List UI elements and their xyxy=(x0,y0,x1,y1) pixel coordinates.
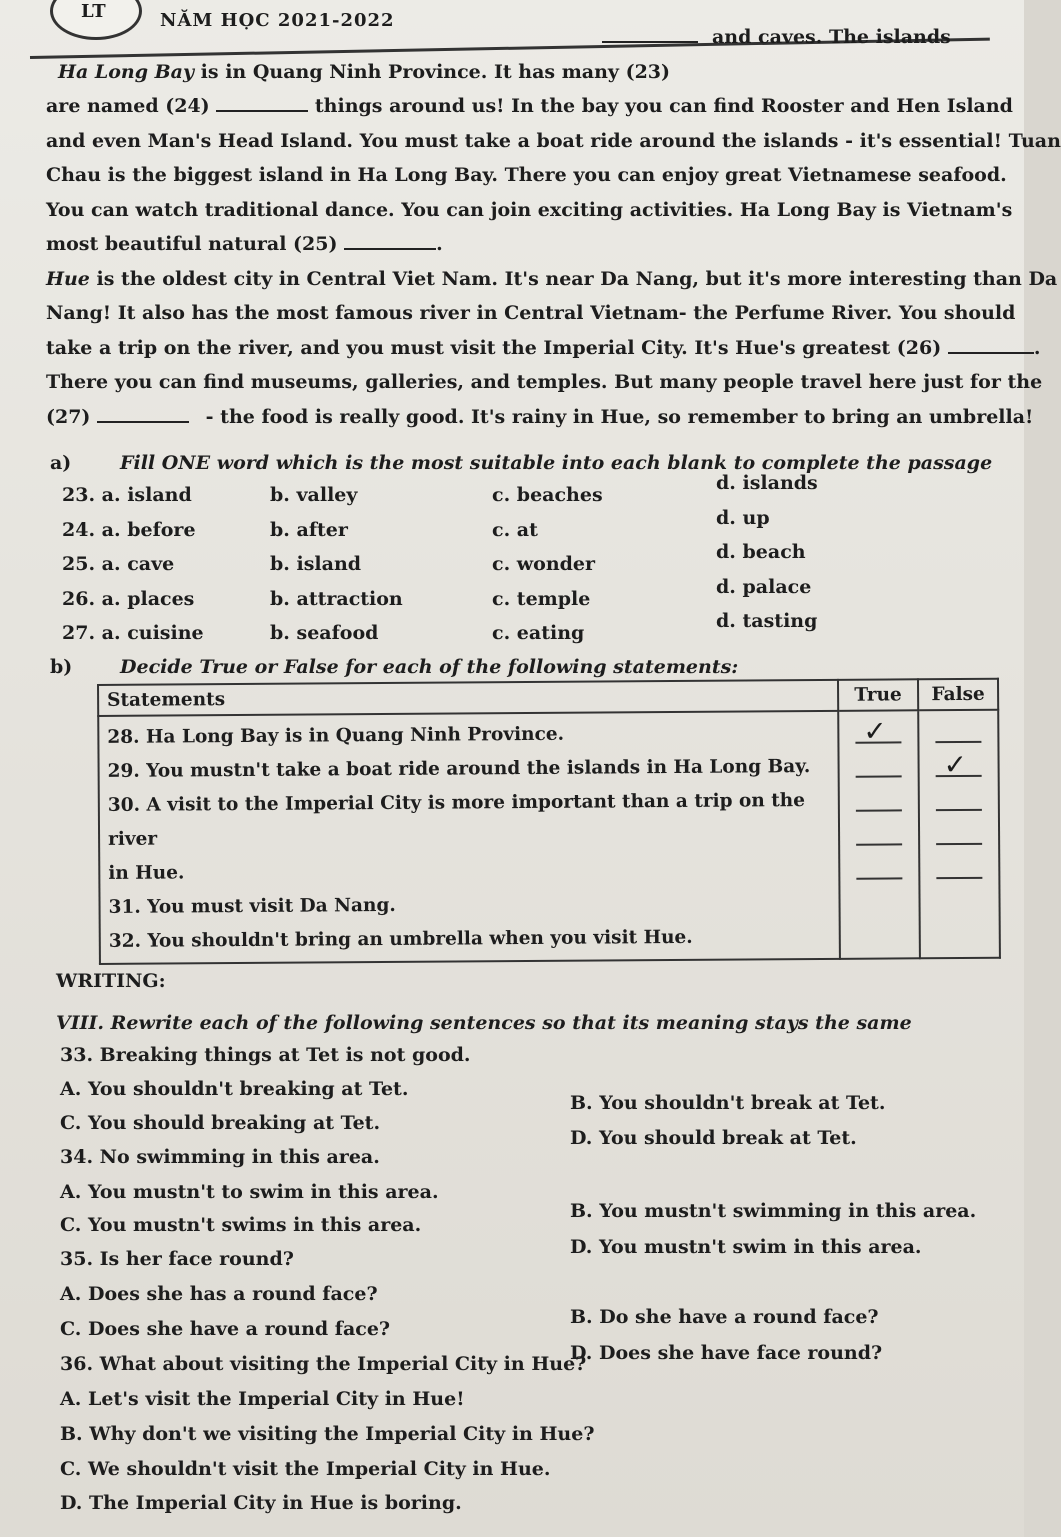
question-35-option-c[interactable]: C. Does she have a round face? xyxy=(60,1318,391,1340)
passage-text: and caves. The islands xyxy=(712,26,951,48)
blank-26 xyxy=(948,352,1034,354)
question-35-option-a[interactable]: A. Does she has a round face? xyxy=(60,1283,378,1305)
answer-line-29-true[interactable] xyxy=(847,749,909,783)
statement-29: 29. You mustn't take a boat ride around the islands in Ha Long Bay. xyxy=(107,756,811,782)
checkmark-icon: ✓ xyxy=(863,714,887,748)
statement-28: 28. Ha Long Bay is in Quang Ninh Province. xyxy=(107,723,565,748)
true-answers-cell xyxy=(838,710,920,959)
passage-text: is in Quang Ninh Province. It has many (23) xyxy=(194,60,671,83)
passage-text: take a trip on the river, and you must visit the Imperial City. It's Hue's greatest (26) xyxy=(46,336,948,359)
answer-line-30b-true[interactable] xyxy=(848,817,910,851)
answer-line-31-true[interactable] xyxy=(848,851,910,885)
passage-line: and even Man's Head Island. You must take a boat ride around the islands - it's essential! Tuan xyxy=(46,129,1061,152)
passage-text: - the food is really good. It's rainy in Hue, so remember to bring an umbrella! xyxy=(199,405,1034,428)
question-35-option-d[interactable]: D. Does she have face round? xyxy=(570,1342,883,1364)
answer-line-28-true[interactable] xyxy=(847,715,909,749)
place-name-ha-long-bay: Ha Long Bay xyxy=(58,60,195,83)
school-logo-icon: LT xyxy=(50,0,142,40)
place-name-hue: Hue xyxy=(46,267,90,290)
passage-line xyxy=(46,20,1001,55)
passage-text: (27) xyxy=(46,405,98,428)
blank-24 xyxy=(216,110,308,112)
rewrite-instruction: VIII. Rewrite each of the following sentences so that its meaning stays the same xyxy=(56,1012,912,1034)
true-false-table xyxy=(97,678,1001,965)
passage-line xyxy=(46,227,1001,262)
passage-line: Nang! It also has the most famous river in Central Vietnam- the Perfume River. You should xyxy=(46,302,1016,324)
question-row xyxy=(62,472,962,519)
writing-section-title: WRITING: xyxy=(56,970,166,992)
checkmark-icon: ✓ xyxy=(943,747,968,782)
false-column-header: False xyxy=(918,679,998,711)
question-row xyxy=(62,506,962,554)
part-b-heading xyxy=(50,656,738,678)
question-35-option-b[interactable]: B. Do she have a round face? xyxy=(570,1306,879,1328)
answer-line-30-true[interactable] xyxy=(848,783,910,817)
blank-23 xyxy=(602,41,698,43)
question-row xyxy=(62,610,962,657)
blank-27 xyxy=(97,421,189,423)
option-b: b. after xyxy=(270,518,348,541)
option-c: c. beaches xyxy=(492,484,603,506)
statement-32: 32. You shouldn't bring an umbrella when you visit Hue. xyxy=(108,926,693,952)
false-answers-cell xyxy=(918,710,1000,959)
answer-line-31-false[interactable] xyxy=(928,851,990,885)
part-a-label: a) xyxy=(50,452,72,474)
part-a-heading xyxy=(50,452,992,474)
question-34-option-d[interactable]: D. You mustn't swim in this area. xyxy=(570,1236,922,1258)
school-year: NĂM HỌC 2021-2022 xyxy=(160,10,395,31)
question-row xyxy=(62,575,962,623)
passage-text: most beautiful natural (25) xyxy=(46,233,345,255)
option-d: d. tasting xyxy=(716,610,818,632)
option-d: d. islands xyxy=(716,472,818,494)
passage-line: You can watch traditional dance. You can join exciting activities. Ha Long Bay is Vietnam's xyxy=(46,198,1013,221)
answer-line-30b-false[interactable] xyxy=(928,817,990,851)
statement-30: 30. A visit to the Imperial City is more important than a trip on the river xyxy=(107,790,806,850)
option-c: c. at xyxy=(492,518,538,541)
answer-line-29-false[interactable] xyxy=(927,749,989,783)
blank-25 xyxy=(344,248,436,250)
question-33-option-b[interactable]: B. You shouldn't break at Tet. xyxy=(570,1092,886,1114)
question-34-option-c[interactable]: C. You mustn't swims in this area. xyxy=(60,1214,422,1236)
option-c: c. temple xyxy=(492,587,591,610)
option-b: b. attraction xyxy=(270,587,403,610)
part-b-label: b) xyxy=(50,656,73,678)
question-36-option-b[interactable]: B. Why don't we visiting the Imperial City in Hue? xyxy=(60,1423,595,1445)
passage-line xyxy=(46,262,1058,297)
option-d: d. beach xyxy=(716,541,806,563)
question-33: 33. Breaking things at Tet is not good. xyxy=(60,1044,471,1066)
question-36: 36. What about visiting the Imperial City in Hue? xyxy=(60,1353,587,1375)
question-33-option-a[interactable]: A. You shouldn't breaking at Tet. xyxy=(60,1078,409,1100)
passage-text: . xyxy=(436,233,443,255)
statements-cell xyxy=(98,711,840,964)
passage-text: is the oldest city in Central Viet Nam. It's near Da Nang, but it's more interesting than Da xyxy=(89,267,1058,290)
passage-line xyxy=(46,89,1013,124)
passage-line xyxy=(46,331,1041,366)
question-34-option-b[interactable]: B. You mustn't swimming in this area. xyxy=(570,1200,977,1222)
table-body-row xyxy=(98,710,1000,964)
question-34-option-a[interactable]: A. You mustn't to swim in this area. xyxy=(60,1181,439,1203)
option-a: 24. a. before xyxy=(62,518,196,541)
option-b: b. island xyxy=(270,553,362,575)
option-b: b. seafood xyxy=(270,622,379,644)
passage-text: . xyxy=(1033,336,1041,359)
passage-line: Chau is the biggest island in Ha Long Bay. There you can enjoy great Vietnamese seafood. xyxy=(46,164,1007,186)
option-a: 27. a. cuisine xyxy=(62,622,204,644)
option-d: d. up xyxy=(716,506,770,529)
answer-line-28-false[interactable] xyxy=(927,715,989,749)
statements-column-header: Statements xyxy=(98,680,838,716)
passage-text: things around us! In the bay you can find Rooster and Hen Island xyxy=(308,95,1013,117)
option-a: 23. a. island xyxy=(62,484,192,506)
true-column-header: True xyxy=(838,679,918,711)
option-c: c. wonder xyxy=(492,553,596,575)
multiple-choice-options xyxy=(62,472,962,657)
answer-line-30-false[interactable] xyxy=(928,783,990,817)
option-d: d. palace xyxy=(716,575,812,598)
reading-passage xyxy=(46,20,1061,434)
question-34: 34. No swimming in this area. xyxy=(60,1146,380,1168)
option-c: c. eating xyxy=(492,622,585,644)
question-36-option-d[interactable]: D. The Imperial City in Hue is boring. xyxy=(60,1492,462,1514)
option-a: 25. a. cave xyxy=(62,553,175,575)
part-a-instruction: Fill ONE word which is the most suitable into each blank to complete the passage xyxy=(120,452,993,474)
part-b-instruction: Decide True or False for each of the following statements: xyxy=(120,656,739,678)
question-33-option-c[interactable]: C. You should breaking at Tet. xyxy=(60,1112,381,1134)
question-35: 35. Is her face round? xyxy=(60,1248,294,1270)
question-36-option-a[interactable]: A. Let's visit the Imperial City in Hue! xyxy=(60,1388,465,1410)
passage-line xyxy=(58,55,1001,90)
passage-line xyxy=(46,400,1034,435)
option-a: 26. a. places xyxy=(62,587,195,610)
question-row xyxy=(62,541,962,588)
statement-30-cont: in Hue. xyxy=(108,862,185,884)
question-36-option-c[interactable]: C. We shouldn't visit the Imperial City in Hue. xyxy=(60,1458,551,1480)
passage-text: are named (24) xyxy=(46,95,217,117)
statement-31: 31. You must visit Da Nang. xyxy=(108,894,396,918)
passage-line: There you can find museums, galleries, and temples. But many people travel here just for the xyxy=(46,371,1043,393)
option-b: b. valley xyxy=(270,484,358,506)
question-33-option-d[interactable]: D. You should break at Tet. xyxy=(570,1127,857,1149)
